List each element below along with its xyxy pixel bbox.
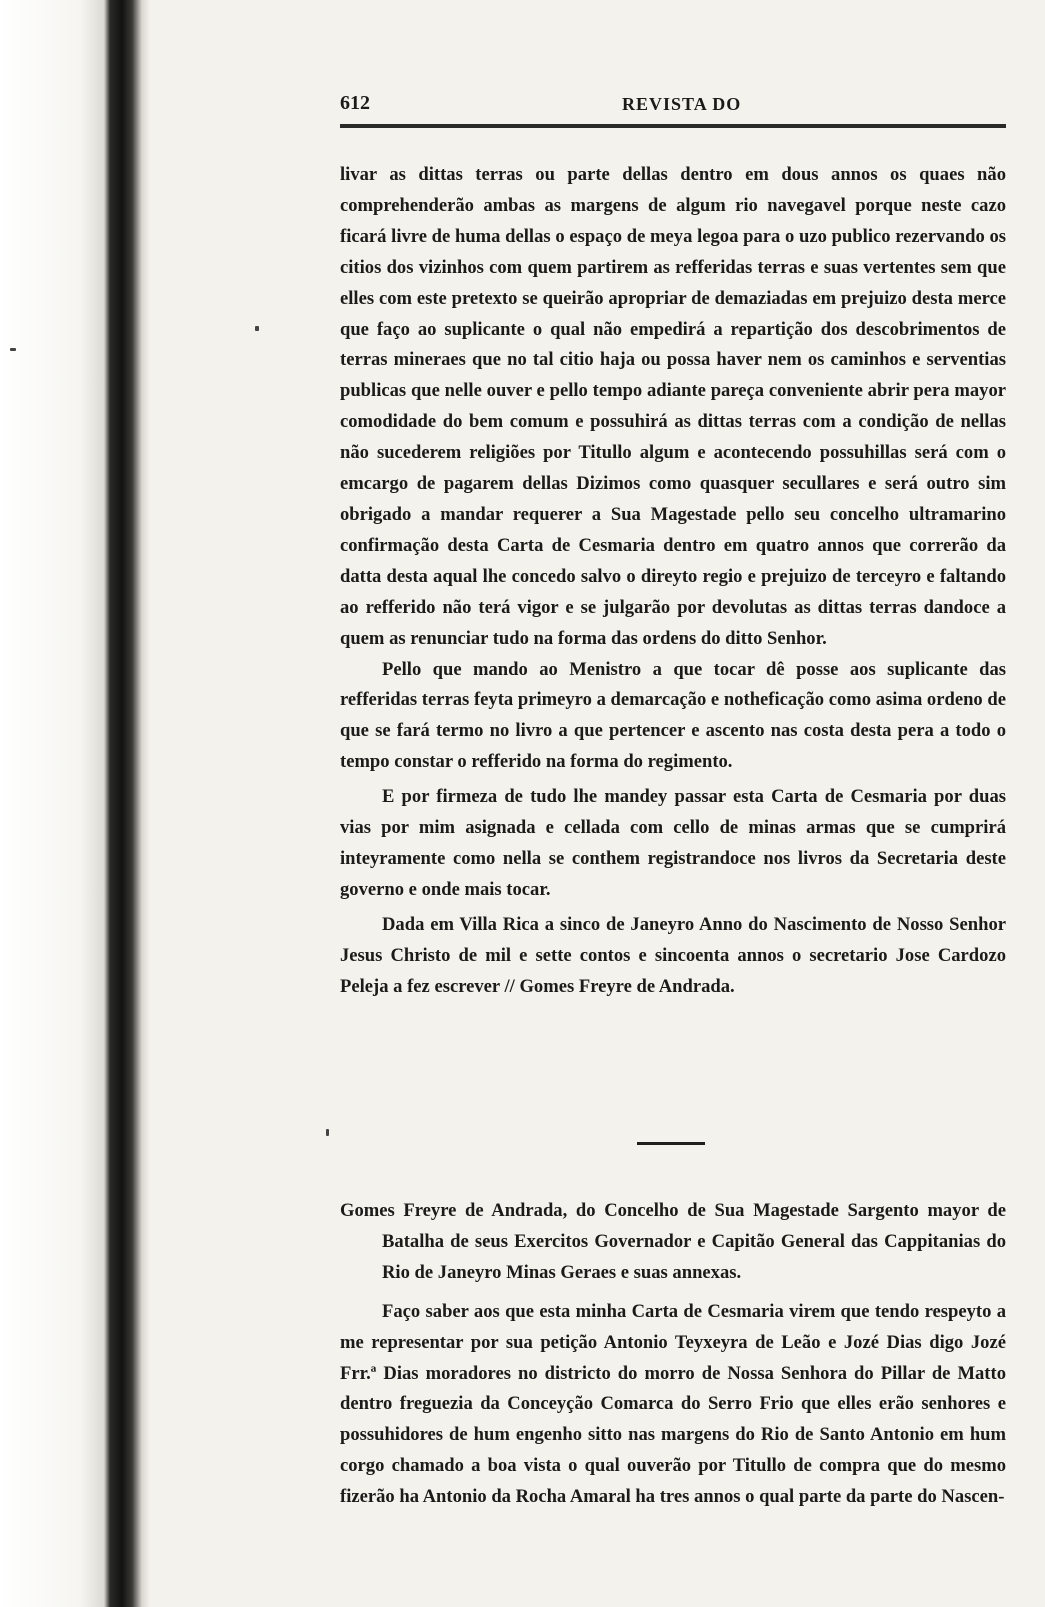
- header-rule: [340, 124, 1006, 128]
- running-head: REVISTA DO: [622, 94, 742, 114]
- paragraph: E por firmeza de tudo lhe mandey passar esta Carta de Cesmaria por duas vias por mim asignada e cellada com cello de minas armas que se cumprirá inteyramente como nella se conthem registrandoce nos livros da Secretaria deste governo e onde mais tocar.: [340, 786, 1006, 900]
- section-heading: Gomes Freyre de Andrada, do Concelho de Sua Magestade Sargento mayor de Batalha de seus Exercitos Governador e Capitão General das Cappitanias do Rio de Janeyro Minas Geraes e suas annexas.: [340, 1200, 1006, 1283]
- book-binding-shadow: [0, 0, 150, 1607]
- page-header: [340, 92, 1006, 114]
- section-2-text: [340, 1196, 1006, 1513]
- section-separator: [637, 1142, 705, 1145]
- paragraph: Faço saber aos que esta minha Carta de Cesmaria virem que tendo respeyto a me representar por sua petição Antonio Teyxeyra de Leão e Jozé Dias digo Jozé Frr.ª Dias moradores no districto do morro de Nossa Senhora do Pillar de Matto dentro freguezia da Conceyção Comarca do Serro Frio que elles erão senhores e possuhidores de hum engenho sitto nas margens do Rio de Santo Antonio em hum corgo chamado a boa vista o qual ouverão por Titullo de compra que do mesmo fizerão ha Antonio da Rocha Amaral ha tres annos o qual parte da parte do Nascen-: [340, 1300, 1006, 1508]
- paragraph: Dada em Villa Rica a sinco de Janeyro Anno do Nascimento de Nosso Senhor Jesus Christo de mil e sette contos e sincoenta annos o secretario Jose Cardozo Peleja a fez escrever // Gomes Freyre de Andrada.: [340, 913, 1006, 997]
- paragraph: livar as dittas terras ou parte dellas dentro em dous annos os quaes não comprehenderão ambas as margens de algum rio navegavel porque neste cazo ficará livre de huma dellas o espaço de meya legoa para o uzo publico rezervando os citios dos vizinhos com quem partirem as refferidas terras e suas vertentes sem que elles com este pretexto se queirão apropriar de demaziadas em prejuizo desta merce que faço ao suplicante o qual não empedirá a repartição dos descobrimentos de terras mineraes que no tal citio haja ou possa haver nem os caminhos e serventias publicas que nelle ouver e pello tempo adiante pareça conveniente abrir pera mayor comodidade do bem comum e possuhirá as dittas terras com a condição de nellas não sucederem religiões por Titullo algum e acontecendo possuhillas será com o emcargo de pagarem dellas Dizimos como quasquer secullares e será outro sim obrigado a mandar requerer a Sua Magestade pello seu concelho ultramarino confirmação desta Carta de Cesmaria dentro em quatro annos que correrão da datta desta aqual lhe concedo salvo o direyto regio e prejuizo de terceyro e faltando ao refferido não terá vigor e se julgarão por devolutas as dittas terras dandoce a quem as renunciar tudo na forma das ordens do ditto Senhor.: [340, 164, 1006, 649]
- page-number: 612: [340, 92, 370, 114]
- speck-mark: [10, 348, 16, 351]
- section-1-text: [340, 160, 1006, 1002]
- speck-mark: [326, 1129, 329, 1136]
- speck-mark: [255, 326, 259, 331]
- paragraph: Pello que mando ao Menistro a que tocar dê posse aos suplicante das refferidas terras feyta primeyro a demarcação e notheficação como asima ordeno de que se fará termo no livro a que pertencer e ascento nas costa desta pera a todo o tempo constar o refferido na forma do regimento.: [340, 658, 1006, 773]
